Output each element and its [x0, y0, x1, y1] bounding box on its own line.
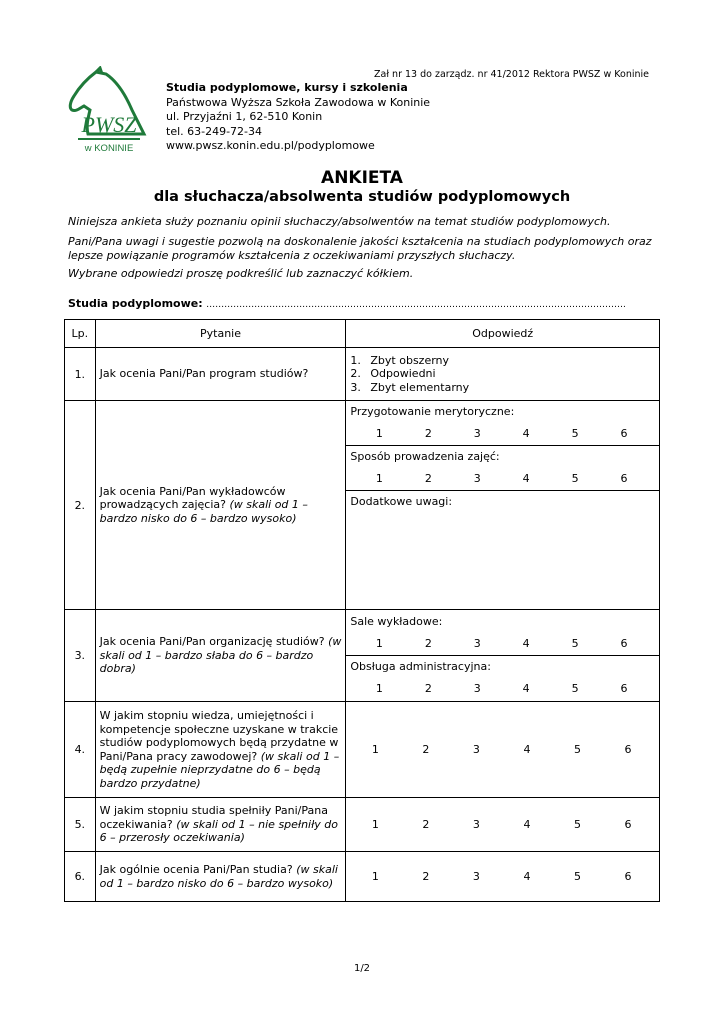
q3-sub-obsluga: Obsługa administracyjna: 1 2 3 4 5 6: [346, 656, 659, 700]
rating-option[interactable]: 5: [573, 818, 581, 831]
rating-scale: [350, 676, 655, 700]
rating-option[interactable]: 4: [522, 681, 530, 695]
q4-hint: (w skali od 1 – będą zupełnie nieprzydatne do 6 – będą bardzo przydatne): [99, 749, 340, 790]
rating-option[interactable]: 5: [573, 870, 581, 883]
rating-option[interactable]: 5: [571, 636, 579, 650]
table-row: [65, 798, 660, 852]
studia-field: [68, 297, 658, 310]
rating-option[interactable]: 3: [473, 681, 481, 695]
q5-answers: [346, 798, 660, 852]
rating-option[interactable]: 6: [620, 426, 628, 440]
header-lp: Lp.: [65, 320, 96, 348]
q5-number: 5.: [65, 798, 96, 852]
document-subtitle: dla słuchacza/absolwenta studiów podyplomowych: [153, 189, 571, 205]
rating-option[interactable]: 6: [624, 743, 632, 756]
q2-sub-sposob: Sposób prowadzenia zajęć: 1 2 3 4 5 6: [346, 446, 659, 491]
rating-option[interactable]: 2: [424, 681, 432, 695]
intro-paragraph-1: Niniejsza ankieta służy poznaniu opinii słuchaczy/absolwentów na temat studiów podyplomowych.: [68, 215, 611, 228]
rating-scale: [346, 818, 659, 831]
rating-option[interactable]: 1: [371, 743, 379, 756]
q1-text: Jak ocenia Pani/Pan program studiów?: [95, 348, 346, 401]
intro-paragraph-2: Pani/Pana uwagi i sugestie pozwolą na doskonalenie jakości kształcenia na studiach podyplomowych oraz lepsze powiązanie programów kształcenia z oczekiwaniami przyszłych słuchaczy.: [68, 235, 652, 262]
rating-option[interactable]: 1: [371, 870, 379, 883]
q1-option[interactable]: 2. Odpowiedni: [350, 367, 436, 381]
rating-option[interactable]: 2: [422, 743, 430, 756]
org-title: Studia podyplomowe, kursy i szkolenia: [166, 81, 408, 94]
rating-option[interactable]: 6: [620, 471, 628, 485]
horse-head-logo-icon: [66, 66, 152, 160]
table-row: [65, 401, 660, 610]
q3-text: Jak ocenia Pani/Pan organizację studiów? (w skali od 1 – bardzo słaba do 6 – bardzo dobra): [95, 610, 346, 702]
rating-scale: [346, 743, 659, 756]
rating-option[interactable]: 5: [573, 743, 581, 756]
rating-scale: [350, 421, 655, 445]
q6-number: 6.: [65, 852, 96, 902]
q3-sub-sale: Sale wykładowe: 1 2 3 4 5 6: [346, 611, 659, 656]
rating-option[interactable]: 2: [422, 818, 430, 831]
document-title: ANKIETA: [321, 168, 403, 188]
svg-text:w KONINIE: w KONINIE: [84, 143, 134, 154]
q2-answers: [346, 401, 660, 610]
rating-option[interactable]: 4: [523, 870, 531, 883]
rating-option[interactable]: 5: [571, 681, 579, 695]
q4-answers: [346, 702, 660, 798]
rating-option[interactable]: 3: [472, 743, 480, 756]
rating-option[interactable]: 2: [424, 471, 432, 485]
q3-answers: [346, 610, 660, 702]
rating-option[interactable]: 3: [472, 870, 480, 883]
rating-option[interactable]: 5: [571, 471, 579, 485]
rating-option[interactable]: 1: [375, 681, 383, 695]
rating-option[interactable]: 3: [473, 636, 481, 650]
svg-text:PWSZ: PWSZ: [81, 112, 137, 137]
rating-option[interactable]: 6: [624, 870, 632, 883]
rating-option[interactable]: 2: [422, 870, 430, 883]
q4-number: 4.: [65, 702, 96, 798]
rating-option[interactable]: 4: [522, 636, 530, 650]
q1-number: 1.: [65, 348, 96, 401]
header-answer: Odpowiedź: [346, 320, 660, 348]
q2-number: 2.: [65, 401, 96, 610]
q2-notes-field[interactable]: Dodatkowe uwagi:: [350, 495, 453, 508]
q1-answers: [346, 348, 660, 401]
rating-option[interactable]: 1: [375, 426, 383, 440]
rating-scale: [350, 466, 655, 490]
rating-option[interactable]: 6: [624, 818, 632, 831]
studia-label: Studia podyplomowe:: [68, 297, 203, 310]
org-name: Państwowa Wyższa Szkoła Zawodowa w Koninie: [166, 95, 431, 109]
rating-option[interactable]: 1: [375, 471, 383, 485]
pwsz-logo: [66, 66, 152, 160]
rating-option[interactable]: 2: [424, 636, 432, 650]
rating-option[interactable]: 3: [472, 818, 480, 831]
q6-text: Jak ogólnie ocenia Pani/Pan studia? (w skali od 1 – bardzo nisko do 6 – bardzo wysoko): [95, 852, 346, 902]
q3-number: 3.: [65, 610, 96, 702]
q3-hint: (w skali od 1 – bardzo słaba do 6 – bardzo dobra): [99, 635, 342, 676]
q1-option[interactable]: 3. Zbyt elementarny: [350, 380, 470, 394]
table-row: [65, 702, 660, 798]
q2-sub-merytoryczne: Przygotowanie merytoryczne: 1 2 3 4 5 6: [346, 401, 659, 446]
intro-paragraph-3: Wybrane odpowiedzi proszę podkreślić lub zaznaczyć kółkiem.: [68, 267, 414, 280]
rating-option[interactable]: 1: [371, 818, 379, 831]
rating-option[interactable]: 2: [424, 426, 432, 440]
rating-option[interactable]: 4: [523, 743, 531, 756]
q1-option[interactable]: 1. Zbyt obszerny: [350, 353, 450, 367]
q2-text: Jak ocenia Pani/Pan wykładowców prowadzących zajęcia? (w skali od 1 – bardzo nisko do 6 – bardzo wysoko): [95, 401, 346, 610]
rating-scale: [346, 870, 659, 883]
survey-table: [64, 319, 660, 902]
rating-option[interactable]: 6: [620, 681, 628, 695]
table-row: [65, 610, 660, 702]
rating-option[interactable]: 4: [523, 818, 531, 831]
rating-option[interactable]: 3: [473, 426, 481, 440]
org-website: www.pwsz.konin.edu.pl/podyplomowe: [166, 139, 375, 153]
rating-scale: [350, 631, 655, 655]
table-row: [65, 852, 660, 902]
rating-option[interactable]: 3: [473, 471, 481, 485]
institution-info: [166, 81, 430, 154]
q6-hint: (w skali od 1 – bardzo nisko do 6 – bardzo wysoko): [99, 863, 338, 890]
rating-option[interactable]: 6: [620, 636, 628, 650]
q2-hint: (w skali od 1 – bardzo nisko do 6 – bardzo wysoko): [99, 498, 308, 525]
page-number: 1/2: [353, 963, 371, 974]
rating-option[interactable]: 4: [522, 426, 530, 440]
rating-option[interactable]: 5: [571, 426, 579, 440]
header-question: Pytanie: [95, 320, 346, 348]
org-phone: tel. 63-249-72-34: [166, 124, 263, 138]
q4-text: W jakim stopniu wiedza, umiejętności i kompetencje społeczne uzyskane w trakcie studiów podyplomowych będą przydatne w Pani/Pana pracy zawodowej? (w skali od 1 – będą zupełnie nieprzydatne do 6 – będą bardzo przydatne): [95, 702, 346, 798]
studia-fill-line[interactable]: ……………………………………….………………………………………………………………………………….: [206, 300, 626, 310]
table-header-row: [65, 320, 660, 348]
org-address: ul. Przyjaźni 1, 62-510 Konin: [166, 110, 323, 124]
regulation-reference: Zał nr 13 do zarządz. nr 41/2012 Rektora PWSZ w Koninie: [374, 69, 649, 80]
q6-answers: [346, 852, 660, 902]
q5-hint: (w skali od 1 – nie spełniły do 6 – przerosły oczekiwania): [99, 817, 338, 845]
q5-text: W jakim stopniu studia spełniły Pani/Pana oczekiwania? (w skali od 1 – nie spełniły do 6 – przerosły oczekiwania): [95, 798, 346, 852]
table-row: [65, 348, 660, 401]
rating-option[interactable]: 4: [522, 471, 530, 485]
rating-option[interactable]: 1: [375, 636, 383, 650]
